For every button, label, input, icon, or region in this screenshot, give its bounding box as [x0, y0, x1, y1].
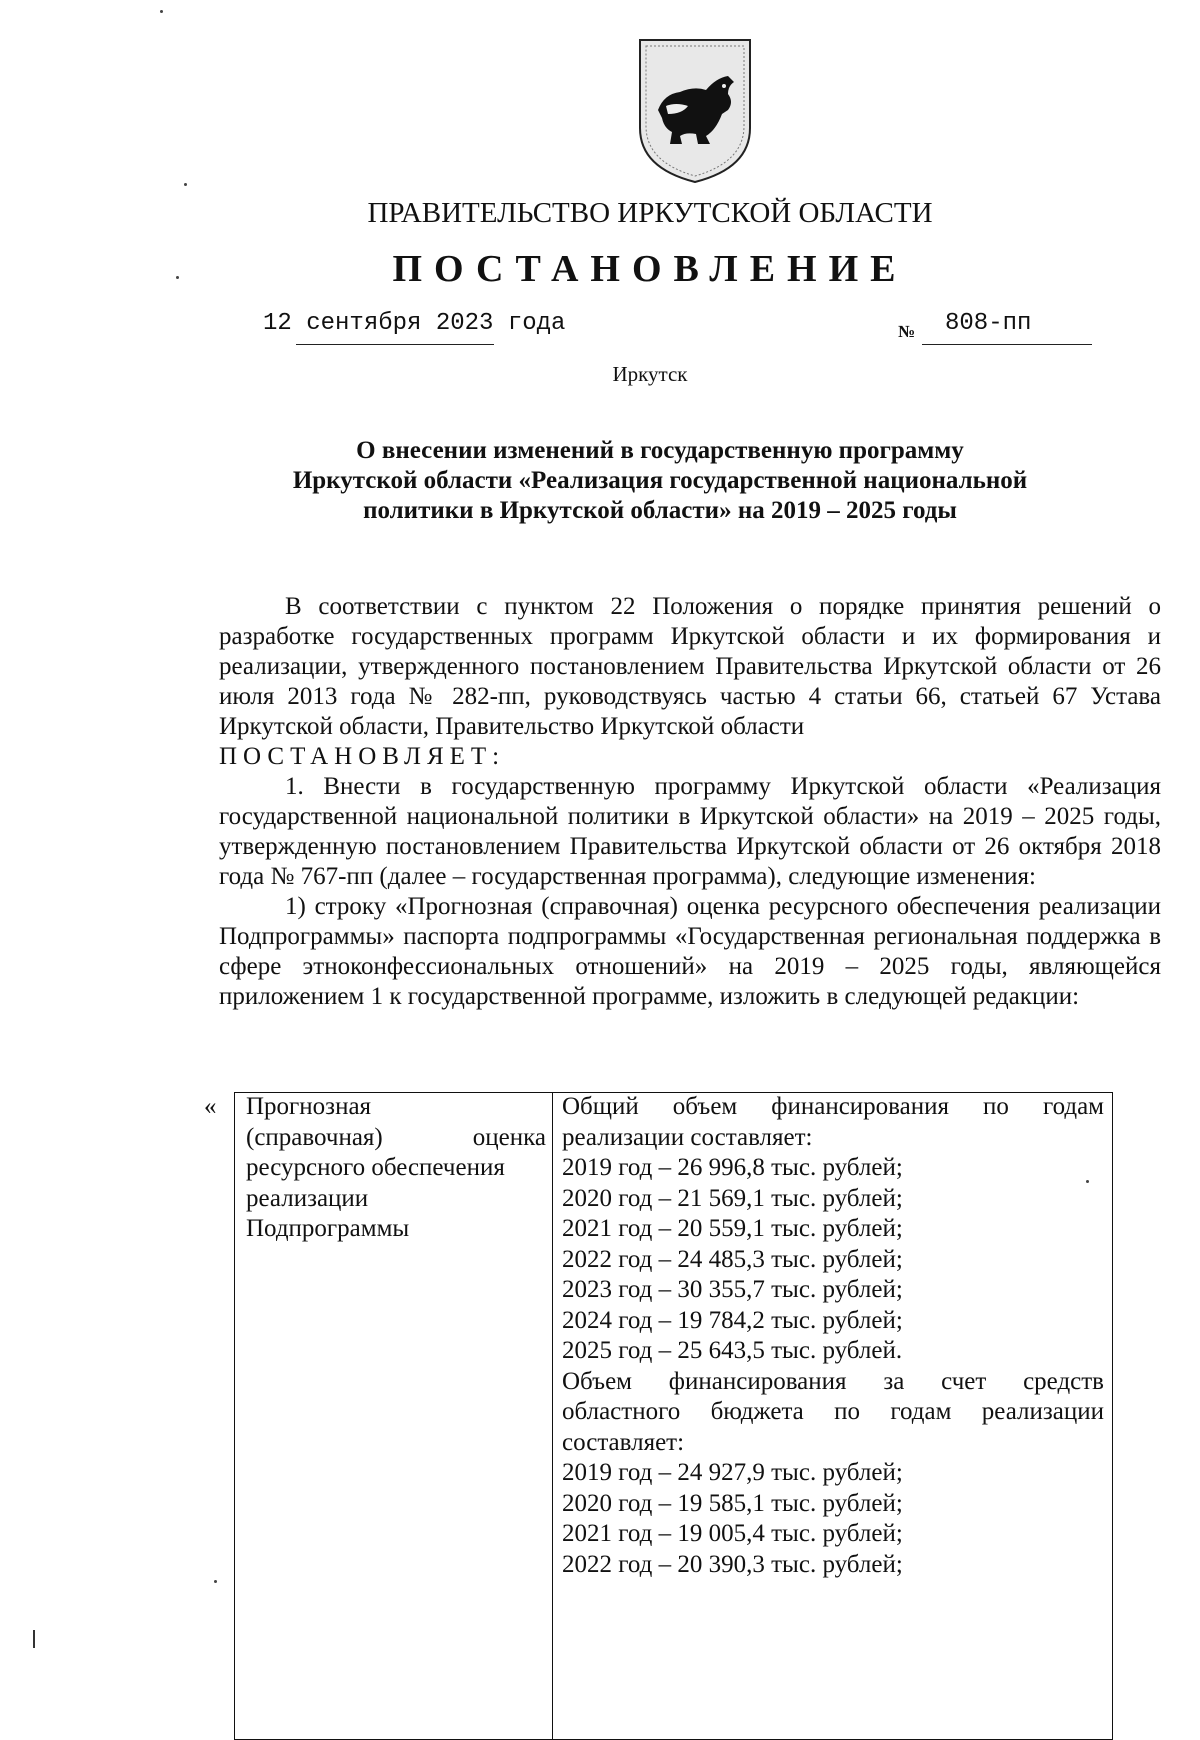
- item-1-paragraph: 1. Внести в государственную программу Иркутской области «Реализация государственной национальной политики в Иркутской области» на 2019 – 2025 годы, утвержденную постановлением Правительства Иркутской области от 26 октября 2018 года № 767-пп (далее – государственная программа), следующие изменения:: [219, 773, 1161, 890]
- left-cell-line: Подпрограммы: [246, 1215, 410, 1242]
- date-underline: [296, 344, 494, 345]
- regional-row: 2021 год – 19 005,4 тыс. рублей;: [562, 1520, 903, 1547]
- regional-row: 2019 год – 24 927,9 тыс. рублей;: [562, 1459, 903, 1486]
- regional-row: 2020 год – 19 585,1 тыс. рублей;: [562, 1489, 903, 1517]
- number-sign: №: [898, 322, 916, 341]
- total-row: 2025 год – 25 643,5 тыс. рублей.: [562, 1337, 903, 1364]
- preamble-paragraph: В соответствии с пунктом 22 Положения о порядке принятия решений о разработке государственных программ Иркутской области и их формирования и реализации, утвержденного постановлением Правительства Иркутской области от 26 июля 2013 года № 282-пп, руководствуясь частью 4 статьи 66, статьей 67 Устава Иркутской области, Правительство Иркутской области: [219, 593, 1161, 740]
- scan-speck: [1086, 1180, 1089, 1183]
- regional-intro-line: областного бюджета по годам реализации: [562, 1398, 1104, 1425]
- coat-of-arms-emblem: [636, 36, 754, 186]
- document-subject: [220, 436, 1100, 526]
- total-row: 2023 год – 30 355,7 тыс. рублей;: [562, 1276, 903, 1303]
- left-cell-line: ресурсного обеспечения: [246, 1154, 505, 1181]
- scan-speck: [214, 1580, 217, 1583]
- total-row: 2019 год – 26 996,8 тыс. рублей;: [562, 1154, 903, 1181]
- item-1-1-paragraph: 1) строку «Прогнозная (справочная) оценка ресурсного обеспечения реализации Подпрограммы» паспорта подпрограммы «Государственная региональная поддержка в сфере этноконфессиональных отношений» на 2019 – 2025 годы, являющейся приложением 1 к государственной программе, изложить в следующей редакции:: [219, 893, 1161, 1010]
- regional-intro-line: Объем финансирования за счет средств: [562, 1367, 1104, 1395]
- total-intro-line: Общий объем финансирования по годам: [562, 1093, 1104, 1120]
- left-cell-line: Прогнозная: [246, 1093, 372, 1120]
- total-row: 2022 год – 24 485,3 тыс. рублей;: [562, 1245, 903, 1273]
- document-type-title: ПОСТАНОВЛЕНИЕ: [392, 248, 908, 290]
- opening-quote: «: [204, 1093, 217, 1120]
- government-name: ПРАВИТЕЛЬСТВО ИРКУТСКОЙ ОБЛАСТИ: [367, 197, 933, 229]
- subject-line: политики в Иркутской области» на 2019 – 2025 годы: [363, 497, 957, 524]
- regional-row: 2022 год – 20 390,3 тыс. рублей;: [562, 1550, 903, 1578]
- total-row: 2020 год – 21 569,1 тыс. рублей;: [562, 1184, 903, 1212]
- left-cell-line: реализации: [246, 1184, 369, 1212]
- total-intro-line: реализации составляет:: [562, 1123, 813, 1151]
- scan-speck: [160, 10, 163, 13]
- resolves-word: ПОСТАНОВЛЯЕТ:: [219, 743, 506, 770]
- total-row: 2024 год – 19 784,2 тыс. рублей;: [562, 1306, 903, 1334]
- document-body: [219, 592, 1161, 1012]
- scan-mark: [33, 1630, 35, 1648]
- table-right-cell: [562, 1092, 1104, 1580]
- left-cell-line: (справочная) оценка: [246, 1123, 546, 1151]
- table-left-cell: [246, 1092, 546, 1245]
- table-column-divider: [552, 1092, 553, 1740]
- document-number: 808-пп: [945, 310, 1032, 337]
- scan-speck: [176, 276, 179, 279]
- subject-line: Иркутской области «Реализация государственной национальной: [292, 467, 1028, 494]
- document-date: 12 сентября 2023 года: [263, 310, 566, 337]
- total-row: 2021 год – 20 559,1 тыс. рублей;: [562, 1215, 903, 1242]
- scan-speck: [184, 183, 187, 186]
- subject-line: О внесении изменений в государственную программу: [356, 437, 964, 464]
- city-name: Иркутск: [612, 362, 688, 386]
- number-underline: [922, 344, 1092, 345]
- regional-intro-line: составляет:: [562, 1428, 685, 1456]
